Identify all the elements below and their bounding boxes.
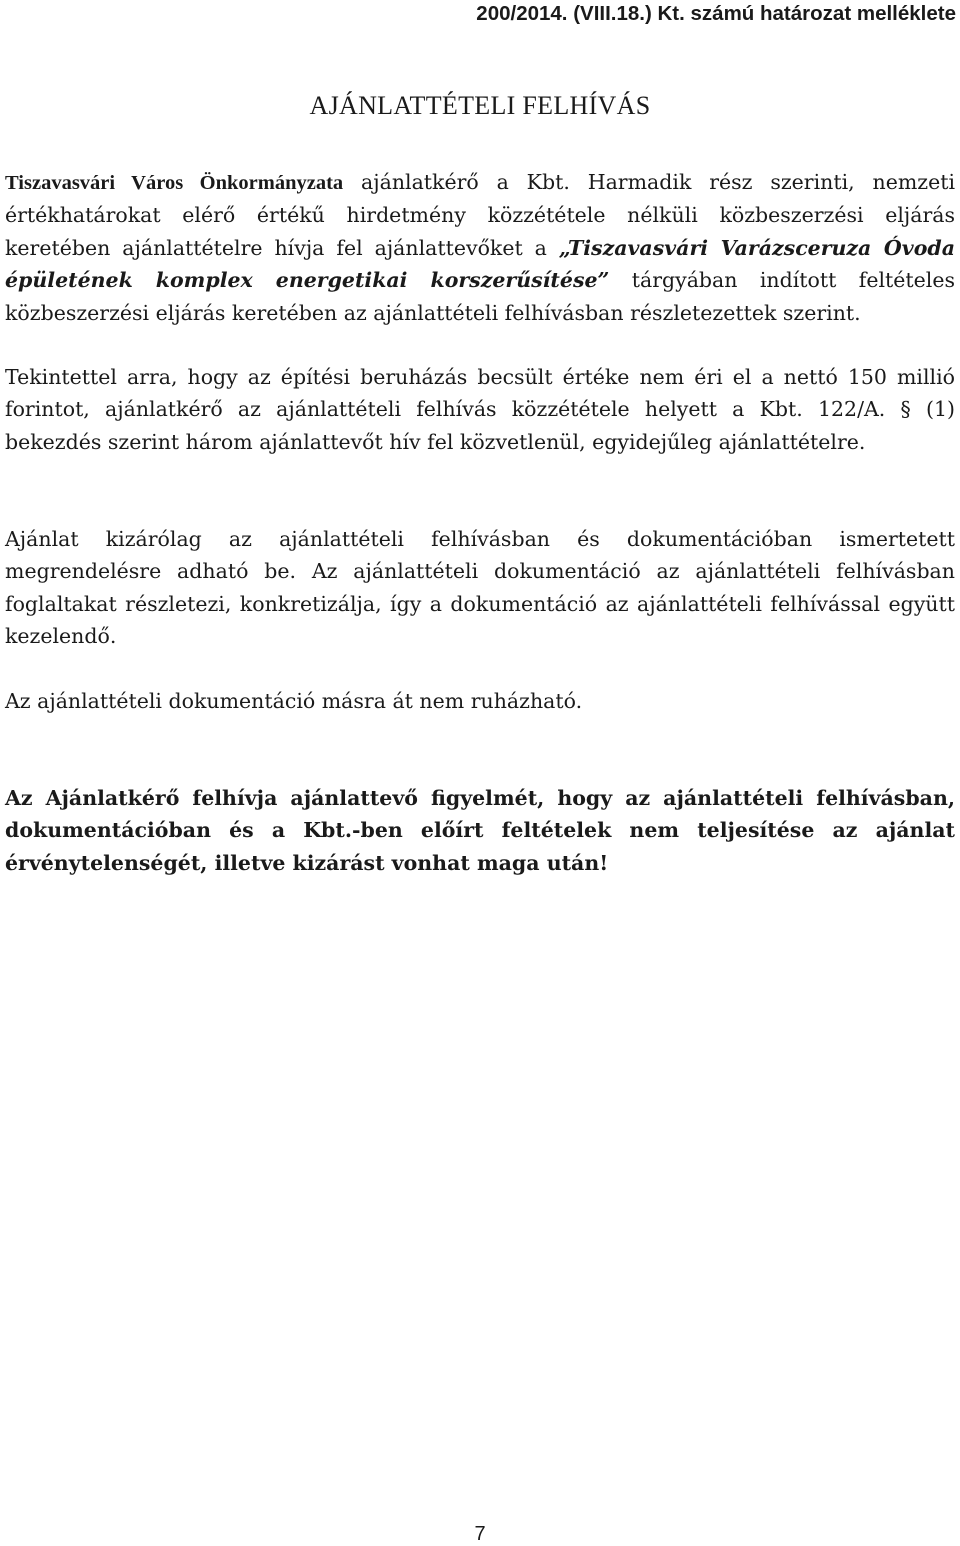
document-title: AJÁNLATTÉTELI FELHÍVÁS <box>309 91 651 120</box>
page-number: 7 <box>474 1523 486 1545</box>
issuer-name: Tiszavasvári Város Önkormányzata <box>5 172 344 194</box>
project-name: „Tiszavasvári Varázsceruza Óvoda épületének komplex energetikai korszerűsítése” <box>5 235 955 293</box>
submission-paragraph: Ajánlat kizárólag az ajánlattételi felhívásban és dokumentációban ismertetett megrendelésre adható be. Az ajánlattételi dokumentáció az ajánlattételi felhívásban foglaltakat részletezi, konkretizálja, így a dokumentáció az ajánlattételi felhívással együtt kezelendő. <box>5 527 955 649</box>
document-header-reference: 200/2014. (VIII.18.) Kt. számú határozat melléklete <box>476 2 956 25</box>
intro-text-b: tárgyában indított feltételes közbeszerzési eljárás keretében az ajánlattételi felhívásban részletezettek szerint. <box>5 268 955 325</box>
non-transferable-paragraph: Az ajánlattételi dokumentáció másra át nem ruházható. <box>5 689 583 713</box>
intro-text-a: ajánlatkérő a Kbt. Harmadik rész szerinti, nemzeti értékhatárokat elérő értékű hirdetmény közzététele nélküli közbeszerzési eljárás keretében ajánlattételre hívja fel ajánlattevőket a <box>5 170 955 260</box>
warning-paragraph: Az Ajánlatkérő felhívja ajánlattevő figyelmét, hogy az ajánlattételi felhívásban, dokumentációban és a Kbt.-ben előírt feltételek nem teljesítése az ajánlat érvénytelenségét, illetve kizárást vonhat maga után! <box>5 786 955 875</box>
value-threshold-paragraph: Tekintettel arra, hogy az építési beruházás becsült értéke nem éri el a nettó 150 millió forintot, ajánlatkérő az ajánlattételi felhívás közzététele helyett a Kbt. 122/A. § (1) bekezdés szerint három ajánlattevőt hív fel közvetlenül, egyidejűleg ajánlattételre. <box>5 365 955 454</box>
intro-paragraph <box>5 166 955 329</box>
